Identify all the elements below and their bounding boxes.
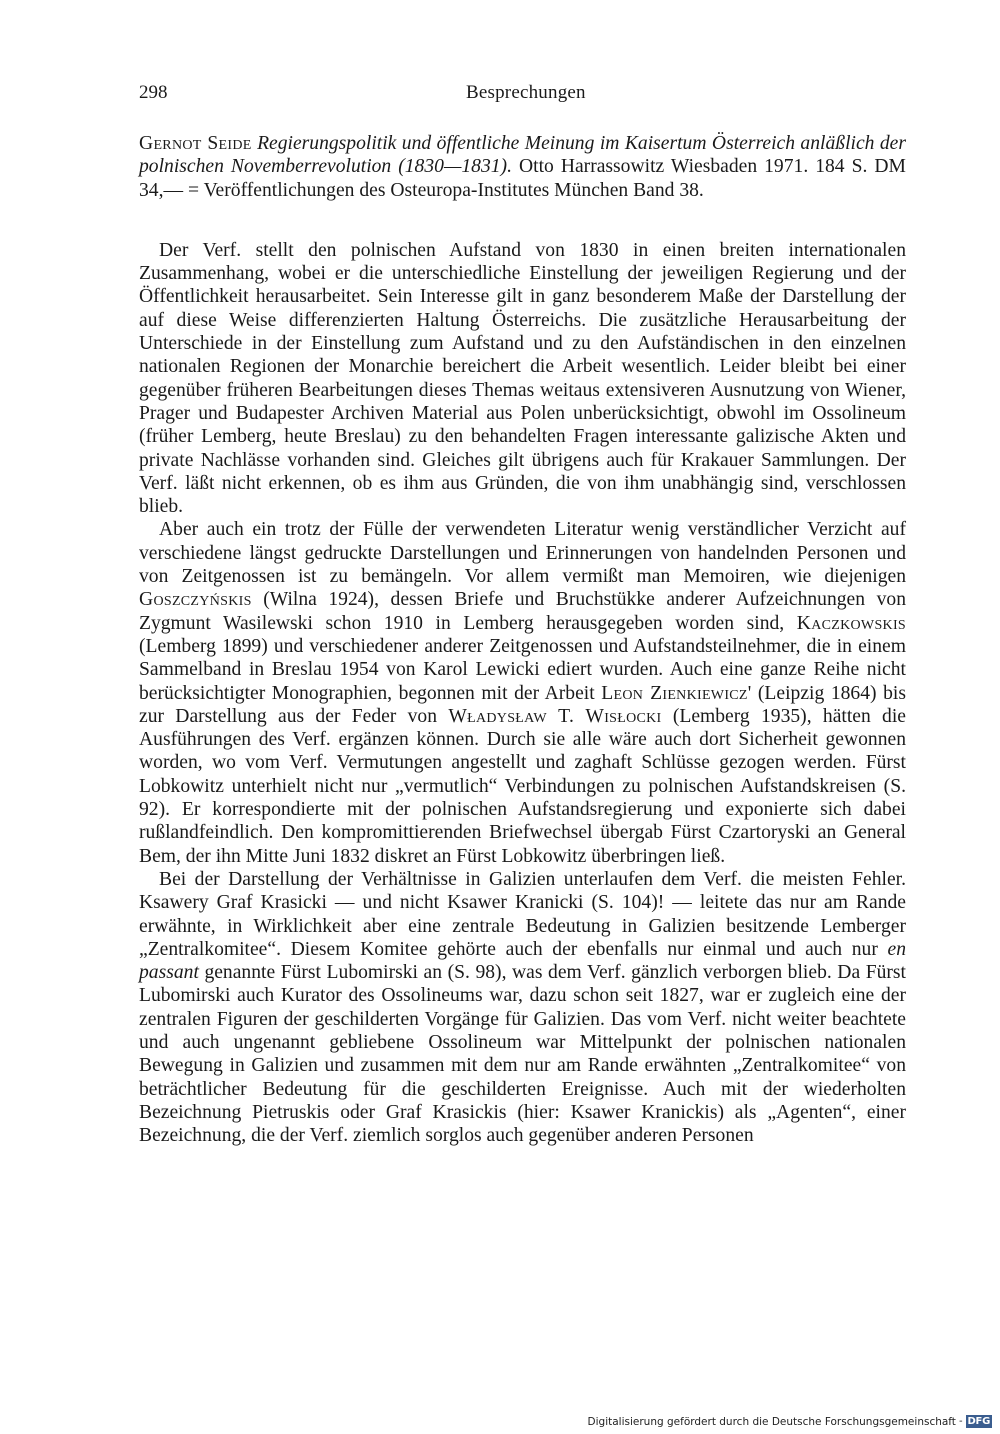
running-header	[139, 82, 906, 110]
credit-text: Digitalisierung gefördert durch die Deutsche Forschungsgemeinschaft	[587, 1415, 956, 1428]
paragraph-text: genannte Fürst Lubomirski an (S. 98), was dem Verf. gänzlich verborgen blieb. Da Fürst Lubomirski auch Kurator des Ossolineums war, dazu schon seit 1827, war er zugleich eine der zentralen Figuren der geschilderten Vorgänge für Galizien. Das vom Verf. nicht weiter beachtete und auch ungenannt gebliebene Ossolineum war Mittelpunkt der polnischen nationalen Bewegung in Galizien und zusammen mit dem nur am Rande erwähnten „Zentralkomitee“ von beträchtlicher Bedeutung für die geschilderten Ereignisse. Auch mit der wiederholten Bezeichnung Pietruskis oder Graf Krasickis (hier: Ksawer Kranickis) als „Agenten“, einer Bezeichnung, die der Verf. ziemlich sorglos auch gegenüber anderen Personen	[139, 962, 906, 1147]
paragraph-text: (Wilna 1924), dessen Briefe und Bruchstükke anderer Aufzeichnungen von Zygmunt Wasilewski schon 1910 in Lemberg herausgegeben worden sind,	[139, 589, 906, 634]
document-page	[139, 82, 906, 1147]
running-title: Besprechungen	[466, 82, 586, 103]
author-name: Goszczyńskis	[139, 589, 252, 611]
page-number: 298	[139, 82, 168, 103]
digitization-credit	[588, 1415, 992, 1428]
paragraph-text: Aber auch ein trotz der Fülle der verwendeten Literatur wenig verständlicher Verzicht auf verschiedene längst gedruckte Darstellungen und Erinnerungen von handelnden Personen und von Zeitgenossen ist zu bemängeln. Vor allem vermißt man Memoiren, wie diejenigen	[139, 519, 906, 588]
citation-author: Gernot Seide	[139, 133, 252, 154]
review-body	[139, 239, 906, 1148]
paragraph-text: (Lemberg 1899) und verschiedener anderer Zeitgenossen und Aufstandsteilnehmer, die in einem Sammelband in Breslau 1954 von Karol Lewicki ediert wurden. Auch eine ganze Reihe nicht berücksichtigter Monographien, begonnen mit der Arbeit	[139, 635, 906, 704]
credit-separator: -	[958, 1416, 963, 1427]
paragraph	[139, 239, 906, 519]
citation-title: Regierungspolitik und öffentliche Meinung im Kaisertum Österreich anläßlich der polnischen Novemberrevolution (1830—1831).	[139, 133, 906, 178]
author-name: Władysław T. Wisłocki	[448, 705, 662, 727]
paragraph	[139, 518, 906, 867]
author-name: Leon Zienkiewicz	[601, 682, 748, 704]
dfg-logo-icon: DFG	[967, 1416, 990, 1427]
book-citation	[139, 132, 906, 202]
paragraph-text: Bei der Darstellung der Verhältnisse in Galizien unterlaufen dem Verf. die meisten Fehler. Ksawery Graf Krasicki — und nicht Ksawer Kranicki (S. 104)! — leitete das nur am Rande erwähnte, in Wirklichkeit aber eine zentrale Bedeutung in Galizien besitzende Lemberger „Zentralkomitee“. Diesem Komitee gehörte auch der ebenfalls nur einmal und auch nur	[139, 868, 906, 960]
paragraph-text: Der Verf. stellt den polnischen Aufstand von 1830 in einen breiten internationalen Zusammenhang, wobei er die unterschiedliche Einstellung der jeweiligen Regierung und der Öffentlichkeit herausarbeitet. Sein Interesse gilt in ganz besonderem Maße der Darstellung der auf diese Weise differenzierten Haltung Österreichs. Die zusätzliche Herausarbeitung der Unterschiede in der Einstellung zum Aufstand und zu den Aufständischen in den einzelnen nationalen Regionen der Monarchie bereichert die Arbeit wesentlich. Leider bleibt bei einer gegenüber früheren Bearbeitungen dieses Themas weitaus extensiveren Ausnutzung von Wiener, Prager und Budapester Archiven Material aus Polen unberücksichtigt, obwohl im Ossolineum (früher Lemberg, heute Breslau) zu den behandelten Fragen interessante galizische Akten und private Nachlässe vorhanden sind. Gleiches gilt übrigens auch für Krakauer Sammlungen. Der Verf. läßt nicht erkennen, ob es ihm aus Gründen, die von ihm unabhängig sind, verschlossen blieb.	[139, 239, 906, 518]
paragraph-text: (Lemberg 1935), hätten die Ausführungen des Verf. ergänzen können. Durch sie alle wäre auch dort Sicherheit gewonnen worden, wo vom Verf. Vermutungen angestellt und zaghaft Schlüsse gezogen werden. Fürst Lobkowitz unterhielt nicht nur „vermutlich“ Verbindungen zu polnischen Aufstandskreisen (S. 92). Er korrespondierte mit der polnischen Aufstandsregierung und exponierte sich dabei rußlandfeindlich. Den kompromittierenden Briefwechsel übergab Fürst Czartoryski an General Bem, der ihn Mitte Juni 1832 diskret an Fürst Lobkowitz überbringen ließ.	[139, 705, 906, 867]
italic-phrase: en passant	[139, 938, 906, 984]
author-name: Kaczkowskis	[796, 612, 906, 634]
paragraph	[139, 868, 906, 1148]
paragraph-text: ' (Leipzig 1864) bis zur Darstellung aus der Feder von	[139, 682, 907, 727]
citation-publication: Otto Harrassowitz Wiesbaden 1971. 184 S. DM 34,— = Veröffentlichungen des Osteuropa-Institutes München Band 38.	[139, 156, 906, 201]
